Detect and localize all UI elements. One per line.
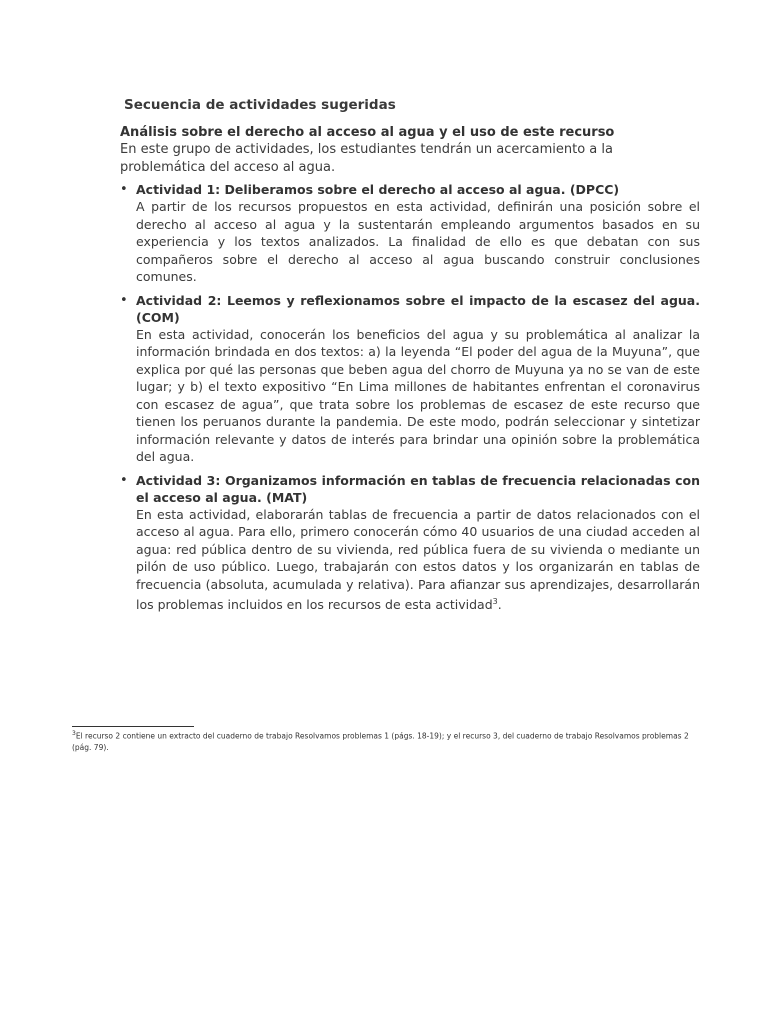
activity-item [120,181,700,286]
activity-title: Actividad 3: Organizamos información en tablas de frecuencia relacionadas con el acceso al agua. (MAT) [136,472,700,505]
footnote-text: El recurso 2 contiene un extracto del cuaderno de trabajo Resolvamos problemas 1 (págs. 18-19); y el recurso 3, del cuaderno de trabajo Resolvamos problemas 2 (pág. 79). [72,731,689,752]
section-intro: En este grupo de actividades, los estudiantes tendrán un acercamiento a la problemática del acceso al agua. [120,142,613,175]
bullet-icon: • [120,182,128,197]
footnote-divider [72,726,194,727]
footnote-reference[interactable]: 3 [492,597,498,606]
section-title: Análisis sobre el derecho al acceso al agua y el uso de este recurso [120,125,615,140]
activity-description: En esta actividad, elaborarán tablas de frecuencia a partir de datos relacionados con el acceso al agua. Para ello, primero conocerán cómo 40 usuarios de una ciudad acceden al agua: red pública dentro de su vivienda, red pública fuera de su vivienda o mediante un pilón de uso público. Luego, trabajarán con estos datos y los organizarán en tablas de frecuencia (absoluta, acumulada y relativa). Para afianzar sus aprendizajes, desarrollarán los problemas incluidos en los recursos de esta actividad$^3$. [136,506,700,613]
activity-list [120,181,700,620]
footnote [72,728,700,753]
activity-description: A partir de los recursos propuestos en esta actividad, definirán una posición sobre el derecho al acceso al agua y la sustentarán empleando argumentos basados en su experiencia y los textos analizados. La finalidad de ello es que debatan con sus compañeros sobre el derecho al acceso al agua buscando construir conclusiones comunes. [136,199,700,284]
activity-item [120,472,700,614]
activity-item [120,292,700,466]
activity-title: Actividad 1: Deliberamos sobre el derecho al acceso al agua. (DPCC) [136,182,620,197]
activity-description-text: En esta actividad, elaborarán tablas de frecuencia a partir de datos relacionados con el acceso al agua. Para ello, primero conocerán cómo 40 usuarios de una ciudad acceden al agua: red pública dentro de su vivienda, red pública fuera de su vivienda o mediante un pilón de uso público. Luego, trabajarán con estos datos y los organizarán en tablas de frecuencia (absoluta, acumulada y relativa). Para afianzar sus aprendizajes, desarrollarán los problemas incluidos en los recursos de esta actividad [136,506,700,613]
page-heading: Secuencia de actividades sugeridas [124,97,396,113]
bullet-icon: • [120,292,128,308]
activity-description: En esta actividad, conocerán los beneficios del agua y su problemática al analizar la información brindada en dos textos: a) la leyenda “El poder del agua de la Muyuna”, que explica por qué las personas que beben agua del chorro de Muyuna ya no se van de este lugar; y b) el texto expositivo “En Lima millones de habitantes enfrentan el coronavirus con escasez de agua”, que trata sobre los problemas de escasez de este recurso que tienen los peruanos durante la pandemia. De este modo, podrán seleccionar y sintetizar información relevante y datos de interés para brindar una opinión sobre la problemática del agua. [136,326,700,464]
bullet-icon: • [120,472,128,488]
activity-title: Actividad 2: Leemos y reflexionamos sobre el impacto de la escasez del agua. (COM) [136,292,700,325]
footnote-mark: 3 [72,730,76,737]
